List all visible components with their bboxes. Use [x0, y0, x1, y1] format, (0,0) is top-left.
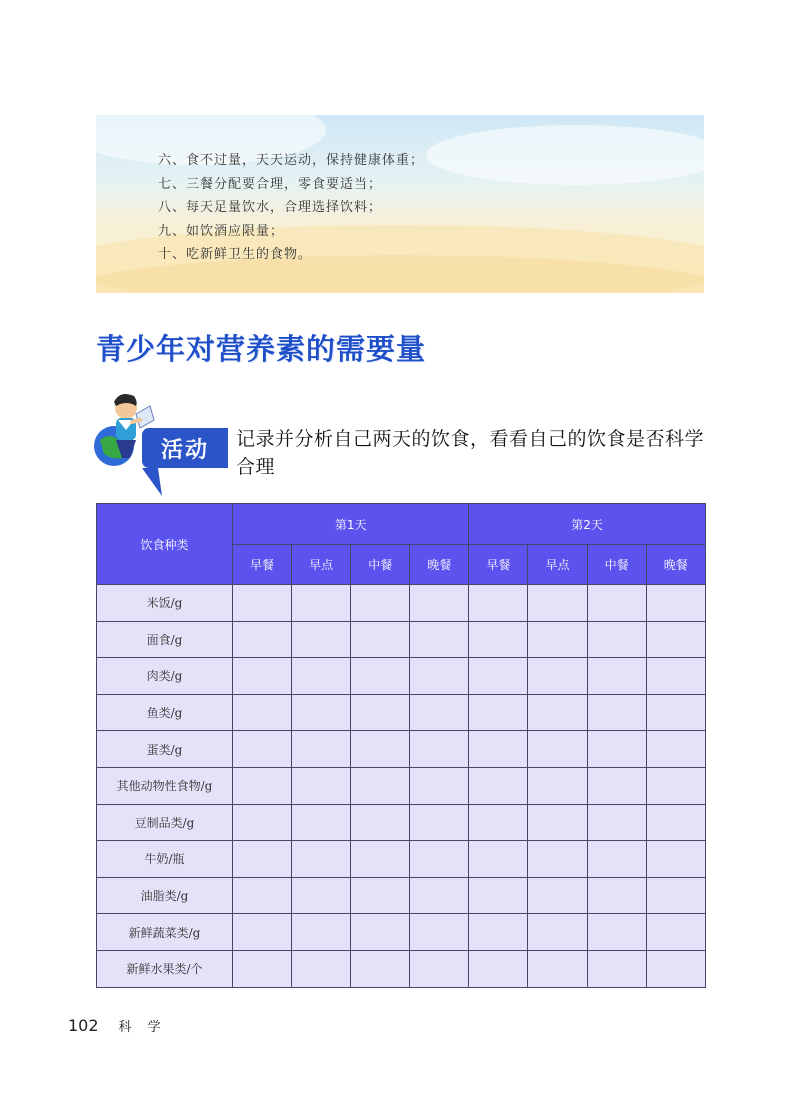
table-row	[97, 804, 706, 841]
page-number: 102	[68, 1016, 99, 1035]
entry-cell[interactable]	[469, 767, 528, 804]
diet-record-table	[96, 503, 706, 988]
entry-cell[interactable]	[646, 694, 705, 731]
entry-cell[interactable]	[646, 658, 705, 695]
entry-cell[interactable]	[292, 841, 351, 878]
entry-cell[interactable]	[292, 877, 351, 914]
entry-cell[interactable]	[351, 950, 410, 987]
entry-cell[interactable]	[351, 731, 410, 768]
category-header: 饮食种类	[97, 504, 233, 585]
entry-cell[interactable]	[587, 621, 646, 658]
entry-cell[interactable]	[646, 877, 705, 914]
table-row	[97, 950, 706, 987]
entry-cell[interactable]	[469, 585, 528, 622]
entry-cell[interactable]	[292, 767, 351, 804]
guidelines-panel	[96, 115, 704, 293]
entry-cell[interactable]	[292, 658, 351, 695]
food-category-label: 油脂类/g	[97, 877, 233, 914]
entry-cell[interactable]	[351, 841, 410, 878]
entry-cell[interactable]	[646, 950, 705, 987]
day-1-header: 第1天	[233, 504, 469, 545]
entry-cell[interactable]	[351, 621, 410, 658]
entry-cell[interactable]	[233, 804, 292, 841]
entry-cell[interactable]	[469, 804, 528, 841]
food-category-label: 豆制品类/g	[97, 804, 233, 841]
meal-header: 早餐	[469, 545, 528, 585]
entry-cell[interactable]	[292, 731, 351, 768]
entry-cell[interactable]	[351, 914, 410, 951]
entry-cell[interactable]	[587, 731, 646, 768]
table-row	[97, 914, 706, 951]
entry-cell[interactable]	[233, 731, 292, 768]
activity-instruction: 记录并分析自己两天的饮食，看看自己的饮食是否科学合理	[236, 428, 705, 478]
entry-cell[interactable]	[292, 804, 351, 841]
meal-header: 中餐	[351, 545, 410, 585]
entry-cell[interactable]	[233, 841, 292, 878]
entry-cell[interactable]	[233, 877, 292, 914]
guidelines-list	[158, 149, 424, 267]
entry-cell[interactable]	[528, 731, 587, 768]
entry-cell[interactable]	[351, 804, 410, 841]
guideline-item: 九、如饮酒应限量；	[158, 223, 285, 239]
entry-cell[interactable]	[587, 658, 646, 695]
entry-cell[interactable]	[469, 841, 528, 878]
table-body	[97, 585, 706, 988]
entry-cell[interactable]	[528, 658, 587, 695]
food-category-label: 新鲜蔬菜类/g	[97, 914, 233, 951]
entry-cell[interactable]	[469, 621, 528, 658]
table-row	[97, 694, 706, 731]
entry-cell[interactable]	[587, 950, 646, 987]
entry-cell[interactable]	[233, 585, 292, 622]
entry-cell[interactable]	[233, 767, 292, 804]
entry-cell[interactable]	[587, 767, 646, 804]
activity-label: 活动	[142, 428, 228, 468]
entry-cell[interactable]	[410, 658, 469, 695]
entry-cell[interactable]	[528, 950, 587, 987]
entry-cell[interactable]	[233, 621, 292, 658]
food-category-label: 新鲜水果类/个	[97, 950, 233, 987]
entry-cell[interactable]	[646, 914, 705, 951]
table-row	[97, 658, 706, 695]
food-category-label: 其他动物性食物/g	[97, 767, 233, 804]
entry-cell[interactable]	[587, 841, 646, 878]
entry-cell[interactable]	[587, 877, 646, 914]
food-category-label: 面食/g	[97, 621, 233, 658]
entry-cell[interactable]	[646, 731, 705, 768]
entry-cell[interactable]	[351, 877, 410, 914]
meal-header: 早点	[528, 545, 587, 585]
entry-cell[interactable]	[469, 658, 528, 695]
entry-cell[interactable]	[410, 731, 469, 768]
meal-header: 晚餐	[410, 545, 469, 585]
entry-cell[interactable]	[646, 804, 705, 841]
entry-cell[interactable]	[410, 767, 469, 804]
entry-cell[interactable]	[410, 804, 469, 841]
entry-cell[interactable]	[233, 658, 292, 695]
guideline-item: 十、吃新鲜卫生的食物。	[158, 247, 313, 263]
entry-cell[interactable]	[587, 804, 646, 841]
table-header-row	[97, 504, 706, 545]
guideline-item: 八、每天足量饮水，合理选择饮料；	[158, 200, 383, 216]
meal-header: 中餐	[587, 545, 646, 585]
entry-cell[interactable]	[410, 914, 469, 951]
entry-cell[interactable]	[351, 585, 410, 622]
entry-cell[interactable]	[233, 950, 292, 987]
entry-cell[interactable]	[410, 841, 469, 878]
entry-cell[interactable]	[410, 621, 469, 658]
entry-cell[interactable]	[528, 767, 587, 804]
food-category-label: 鱼类/g	[97, 694, 233, 731]
entry-cell[interactable]	[292, 950, 351, 987]
entry-cell[interactable]	[351, 694, 410, 731]
table-row	[97, 585, 706, 622]
section-title: 青少年对营养素的需要量	[96, 332, 427, 366]
guideline-item: 七、三餐分配要合理，零食要适当；	[158, 176, 383, 192]
page-footer	[68, 1016, 167, 1035]
entry-cell[interactable]	[469, 950, 528, 987]
footer-subject: 科 学	[118, 1020, 167, 1035]
meal-header: 早点	[292, 545, 351, 585]
food-category-label: 米饭/g	[97, 585, 233, 622]
entry-cell[interactable]	[292, 694, 351, 731]
entry-cell[interactable]	[410, 585, 469, 622]
entry-cell[interactable]	[469, 731, 528, 768]
entry-cell[interactable]	[528, 804, 587, 841]
day-2-header: 第2天	[469, 504, 705, 545]
food-category-label: 蛋类/g	[97, 731, 233, 768]
entry-cell[interactable]	[528, 841, 587, 878]
entry-cell[interactable]	[292, 621, 351, 658]
entry-cell[interactable]	[646, 767, 705, 804]
entry-cell[interactable]	[587, 585, 646, 622]
entry-cell[interactable]	[528, 694, 587, 731]
entry-cell[interactable]	[528, 621, 587, 658]
entry-cell[interactable]	[528, 914, 587, 951]
entry-cell[interactable]	[351, 658, 410, 695]
table-row	[97, 731, 706, 768]
entry-cell[interactable]	[469, 694, 528, 731]
entry-cell[interactable]	[646, 841, 705, 878]
entry-cell[interactable]	[587, 914, 646, 951]
entry-cell[interactable]	[351, 767, 410, 804]
table-row	[97, 877, 706, 914]
entry-cell[interactable]	[292, 914, 351, 951]
table-row	[97, 767, 706, 804]
entry-cell[interactable]	[587, 694, 646, 731]
entry-cell[interactable]	[233, 914, 292, 951]
entry-cell[interactable]	[292, 585, 351, 622]
food-category-label: 牛奶/瓶	[97, 841, 233, 878]
entry-cell[interactable]	[528, 585, 587, 622]
entry-cell[interactable]	[410, 877, 469, 914]
entry-cell[interactable]	[469, 914, 528, 951]
guideline-item: 六、食不过量，天天运动，保持健康体重；	[158, 153, 425, 168]
entry-cell[interactable]	[233, 694, 292, 731]
entry-cell[interactable]	[646, 621, 705, 658]
entry-cell[interactable]	[410, 950, 469, 987]
table-row	[97, 841, 706, 878]
entry-cell[interactable]	[528, 877, 587, 914]
entry-cell[interactable]	[469, 877, 528, 914]
meal-header: 早餐	[233, 545, 292, 585]
entry-cell[interactable]	[410, 694, 469, 731]
food-category-label: 肉类/g	[97, 658, 233, 695]
entry-cell[interactable]	[646, 585, 705, 622]
table-row	[97, 621, 706, 658]
meal-header: 晚餐	[646, 545, 705, 585]
